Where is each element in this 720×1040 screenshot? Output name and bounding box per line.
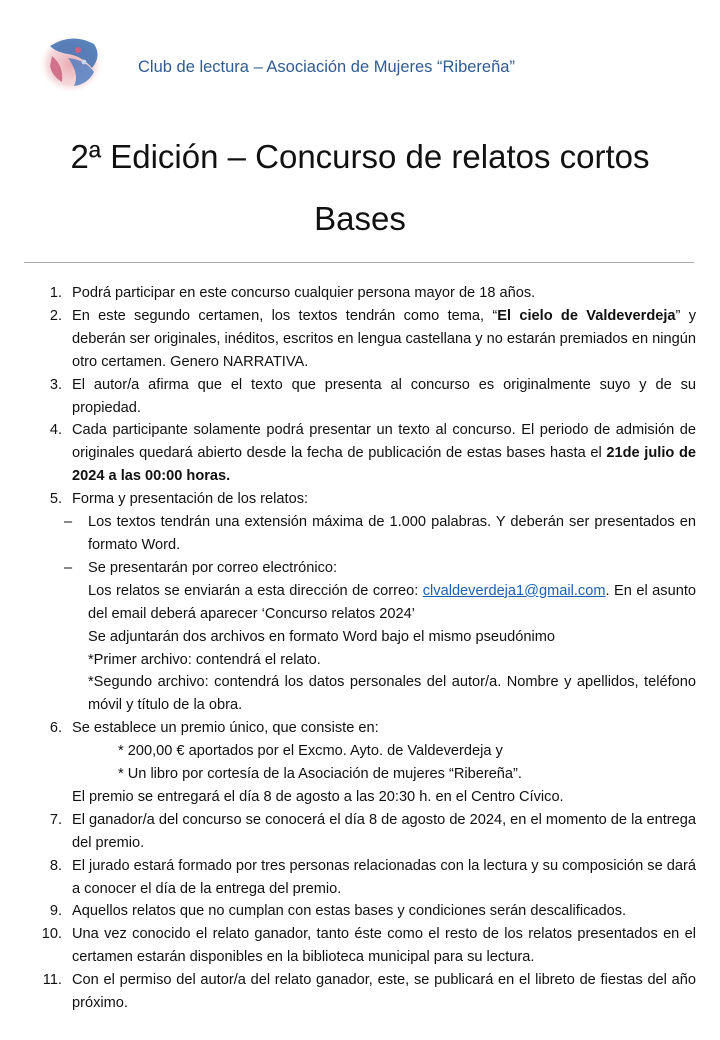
rule-text: Con el permiso del autor/a del relato ganador, este, se publicará en el libreto de fiestas del año próximo. bbox=[72, 972, 696, 1012]
contest-theme: El cielo de Valdeverdeja bbox=[497, 307, 676, 324]
rule-text: En este segundo certamen, los textos tendrán como tema, “ bbox=[72, 307, 498, 324]
rule-4 bbox=[40, 419, 696, 488]
rule-text: Aquellos relatos que no cumplan con estas bases y condiciones serán descalificados. bbox=[72, 903, 627, 920]
deadline: 21de julio de 2024 a las 00:00 horas. bbox=[72, 445, 696, 485]
rule-text: ” y deberán ser originales, inéditos, escritos en lengua castellana y no estarán premiados en ningún otro certamen. Genero NARRATIVA. bbox=[72, 307, 696, 370]
email-link[interactable]: clvaldeverdeja1@gmail.com bbox=[422, 582, 606, 599]
rule-number: 2. bbox=[49, 307, 62, 324]
rule-number: 5. bbox=[49, 491, 62, 508]
prize-item: * 200,00 € aportados por el Excmo. Ayto. de Valdeverdeja y bbox=[118, 743, 503, 760]
page-header bbox=[36, 24, 696, 102]
page-subtitle: Bases bbox=[314, 200, 406, 237]
contest-rules bbox=[40, 282, 696, 1015]
rule-number: 11. bbox=[42, 972, 62, 989]
rule-5 bbox=[40, 488, 696, 717]
rule-text: El autor/a afirma que el texto que presenta al concurso es originalmente suyo y de su propiedad. bbox=[72, 376, 696, 416]
format-item-email bbox=[40, 557, 696, 717]
prize-delivery: El premio se entregará el día 8 de agosto a las 20:30 h. en el Centro Cívico. bbox=[72, 788, 564, 805]
sub-text: Se presentarán por correo electrónico: bbox=[88, 559, 338, 576]
sub-text-part: . En el asunto del email deberá aparecer ‘Concurso relatos 2024’ bbox=[88, 582, 696, 622]
rules-list bbox=[40, 282, 696, 1015]
rule-number: 4. bbox=[49, 422, 62, 439]
sub-text: Los textos tendrán una extensión máxima de 1.000 palabras. Y deberán ser presentados en formato Word. bbox=[88, 514, 696, 553]
rule-text: Podrá participar en este concurso cualquier persona mayor de 18 años. bbox=[72, 285, 536, 301]
rule-number: 3. bbox=[49, 376, 62, 393]
rule-10 bbox=[40, 923, 696, 969]
rule-number: 9. bbox=[49, 903, 62, 920]
rule-text: Una vez conocido el relato ganador, tanto éste como el resto de los relatos presentados en el certamen estarán disponibles en la biblioteca municipal para su lectura. bbox=[72, 926, 696, 966]
rule-number: 10. bbox=[41, 926, 62, 943]
rule-9 bbox=[40, 900, 696, 923]
header-divider bbox=[24, 262, 694, 263]
rule-7 bbox=[40, 809, 696, 855]
rule-text: El ganador/a del concurso se conocerá el día 8 de agosto de 2024, en el momento de la entrega del premio. bbox=[72, 811, 696, 851]
prize-item: * Un libro por cortesía de la Asociación de mujeres “Ribereña”. bbox=[118, 766, 522, 783]
format-sublist bbox=[40, 511, 696, 717]
association-logo-icon bbox=[38, 26, 108, 96]
rule-text: Forma y presentación de los relatos: bbox=[72, 491, 309, 508]
rule-6 bbox=[40, 717, 696, 809]
rule-1 bbox=[40, 282, 696, 305]
rule-8 bbox=[40, 855, 696, 901]
dash-bullet-icon: – bbox=[64, 514, 73, 531]
sub-text: *Primer archivo: contendrá el relato. bbox=[88, 651, 321, 668]
rule-text: Cada participante solamente podrá presentar un texto al concurso. El periodo de admisión de originales quedará abierto desde la fecha de publicación de estas bases hasta el bbox=[72, 422, 696, 462]
format-item-length bbox=[40, 511, 696, 557]
rule-number: 7. bbox=[49, 811, 62, 828]
dash-bullet-icon: – bbox=[64, 559, 73, 576]
sub-text: Se adjuntarán dos archivos en formato Word bajo el mismo pseudónimo bbox=[88, 628, 555, 645]
rule-number: 8. bbox=[49, 857, 62, 874]
rule-3 bbox=[40, 374, 696, 420]
rule-number: 6. bbox=[49, 720, 62, 737]
club-name: Club de lectura – Asociación de Mujeres “Ribereña” bbox=[138, 58, 515, 76]
sub-text bbox=[88, 580, 696, 626]
rule-2 bbox=[40, 305, 696, 374]
sub-text: *Segundo archivo: contendrá los datos personales del autor/a. Nombre y apellidos, teléfono móvil y título de la obra. bbox=[88, 674, 696, 714]
rule-text: El jurado estará formado por tres personas relacionadas con la lectura y su composición se dará a conocer el día de la entrega del premio. bbox=[72, 857, 696, 897]
rule-number: 1. bbox=[49, 285, 62, 301]
rule-11 bbox=[40, 969, 696, 1015]
sub-text-part: Los relatos se enviarán a esta dirección de correo: bbox=[88, 582, 423, 599]
rule-text: Se establece un premio único, que consiste en: bbox=[72, 720, 379, 737]
page-title: 2ª Edición – Concurso de relatos cortos bbox=[70, 138, 650, 175]
